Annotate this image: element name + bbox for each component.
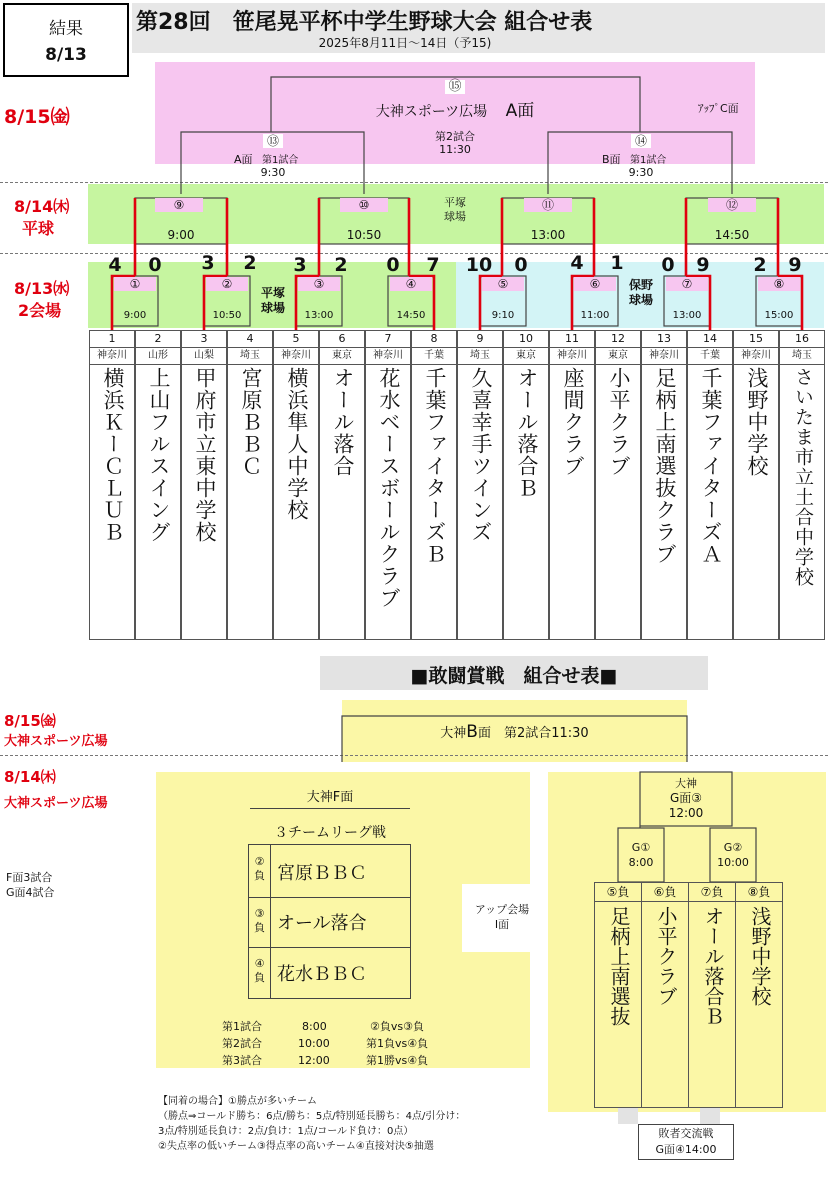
g1-line-2: 8:00: [628, 856, 654, 869]
r1-time-1: 9:00: [123, 310, 147, 321]
g-team-name: オール落合Ｂ: [701, 906, 725, 1026]
team-pref: 東京: [596, 348, 640, 365]
team-pref: 神奈川: [734, 348, 778, 365]
score-1-right: 0: [148, 254, 162, 276]
team-pref: 東京: [320, 348, 364, 365]
r1-time-2: 10:50: [212, 310, 242, 321]
g-team-col-2: [641, 882, 689, 1108]
qf2-mark: ⑩: [340, 198, 388, 212]
g-team-col-4: [735, 882, 783, 1108]
score-6-left: 4: [570, 252, 584, 274]
cons-venue-815: 大神スポーツ広場: [4, 734, 108, 749]
cons-date-815: 8/15㈮: [4, 712, 56, 730]
score-5-right: 0: [514, 254, 528, 276]
g-final-line-3: 12:00: [668, 806, 704, 820]
score-5-left: 10: [465, 254, 493, 276]
final-warmup: ｱｯﾌﾟC面: [698, 102, 739, 115]
team-pref: 埼玉: [780, 348, 824, 365]
team-pref: 山梨: [182, 348, 226, 365]
tiebreak-line-2: （勝点⇒コールド勝ち：6点/勝ち：5点/特別延長勝ち：4点/引分け：: [158, 1111, 466, 1122]
league-tag: 負: [254, 971, 265, 984]
team-num: 12: [596, 331, 640, 348]
team-pref: 千葉: [688, 348, 732, 365]
team-pref: 神奈川: [90, 348, 134, 365]
league-mark: ③: [254, 907, 265, 920]
team-num: 11: [550, 331, 594, 348]
score-3-left: 3: [293, 254, 307, 276]
r1-time-4: 14:50: [396, 310, 426, 321]
schedule-time: 8:00: [302, 1020, 327, 1033]
schedule-game: 第3試合: [222, 1054, 262, 1067]
semi1-time: 9:30: [260, 166, 286, 179]
r1-mark-6: ⑥: [574, 277, 616, 291]
g-team-head: ⑧負: [736, 883, 782, 902]
league-title: ３チームリーグ戦: [274, 825, 386, 841]
schedule-game: 第2試合: [222, 1037, 262, 1050]
g-final-line-2: G面③: [669, 791, 703, 805]
r1-time-5: 9:10: [491, 310, 515, 321]
cons-final-court: B: [466, 722, 478, 742]
league-team: 宮原ＢＢＣ: [277, 863, 367, 884]
score-7-left: 0: [661, 254, 675, 276]
team-name: 足柄上南選抜クラブ: [653, 367, 677, 565]
r1-time-7: 13:00: [672, 310, 702, 321]
g-team-name: 浅野中学校: [748, 906, 772, 1006]
r1-mark-4: ④: [390, 277, 432, 291]
team-name: 千葉ファイターズＡ: [699, 367, 723, 565]
team-num: 13: [642, 331, 686, 348]
r1-mark-8: ⑧: [758, 277, 800, 291]
page-title: 第28回 笹尾晃平杯中学生野球大会 組合せ表: [136, 10, 593, 35]
r1-mark-3: ③: [298, 277, 340, 291]
loser-stub-right: [700, 1108, 720, 1124]
score-4-left: 0: [386, 254, 400, 276]
g-team-head: ⑤負: [595, 883, 641, 902]
team-name: 小平クラブ: [607, 367, 631, 477]
g-team-head: ⑦負: [689, 883, 735, 902]
qf3-mark: ⑪: [524, 198, 572, 212]
loser-match-box: [638, 1124, 734, 1160]
semi2-game: 第1試合: [630, 155, 667, 166]
schedule-match: 第1勝vs④負: [366, 1054, 429, 1067]
team-name: さいたま市立土合中学校: [792, 367, 814, 587]
team-num: 9: [458, 331, 502, 348]
r1-mark-1: ①: [114, 277, 156, 291]
team-pref: 千葉: [412, 348, 456, 365]
semi1-court: A面: [234, 153, 253, 166]
warmup-line-1: アップ会場: [474, 903, 530, 916]
venue-hiratsuka-1: 平塚: [260, 286, 285, 300]
team-name: 久喜幸手ツインズ: [469, 367, 493, 543]
qf3-time: 13:00: [530, 228, 566, 242]
semi1-mark: ⑬: [263, 134, 283, 148]
score-8-right: 9: [788, 254, 802, 276]
warmup-line-2: I面: [494, 918, 510, 931]
team-name: 千葉ファイターズＢ: [423, 367, 447, 565]
league-tag: 負: [254, 921, 265, 934]
team-num: 15: [734, 331, 778, 348]
r1-mark-7: ⑦: [666, 277, 708, 291]
g2-label: [710, 840, 756, 870]
team-pref: 神奈川: [550, 348, 594, 365]
venue-813: 2会場: [18, 301, 62, 320]
team-name: オール落合Ｂ: [515, 367, 539, 499]
team-pref: 山形: [136, 348, 180, 365]
team-num: 14: [688, 331, 732, 348]
score-7-right: 9: [696, 254, 710, 276]
score-2-right: 2: [243, 252, 257, 274]
r1-mark-2: ②: [206, 277, 248, 291]
g-team-col-3: [688, 882, 736, 1108]
qf1-mark: ⑨: [155, 198, 203, 212]
semi2-court: B面: [602, 153, 621, 166]
team-pref: 埼玉: [228, 348, 272, 365]
final-game: 第2試合: [435, 130, 475, 143]
team-name: 上山フルスイング: [147, 367, 171, 543]
cons-side-note-1: F面3試合: [6, 871, 53, 884]
team-num: 3: [182, 331, 226, 348]
league-team: 花水ＢＢＣ: [277, 964, 367, 985]
team-name: 横浜隼人中学校: [285, 367, 309, 521]
score-2-left: 3: [201, 252, 215, 274]
cons-date-814: 8/14㈭: [4, 768, 56, 786]
league-court: 大神F面: [306, 790, 354, 805]
qf4-time: 14:50: [714, 228, 750, 242]
qf1-time: 9:00: [167, 228, 195, 242]
league-team: オール落合: [277, 913, 367, 934]
semi2-time: 9:30: [628, 166, 654, 179]
r1-time-3: 13:00: [304, 310, 334, 321]
score-6-right: 1: [610, 252, 624, 274]
final-court: A面: [505, 101, 535, 121]
g-team-head: ⑥負: [642, 883, 688, 902]
cons-side-note-2: G面4試合: [6, 886, 55, 899]
g2-line-2: 10:00: [717, 856, 749, 869]
venue-hotono-2: 球場: [628, 293, 653, 307]
cons-final-line: [342, 716, 687, 762]
team-num: 16: [780, 331, 824, 348]
semi2-mark: ⑭: [631, 134, 651, 148]
date-813: 8/13㈬: [14, 279, 70, 298]
cons-final-pre: 大神: [440, 726, 467, 741]
day814-venue-line1: 平塚: [444, 196, 466, 209]
team-num: 2: [136, 331, 180, 348]
team-num: 4: [228, 331, 272, 348]
team-name: 横浜ＫーＣＬＵＢ: [101, 367, 125, 543]
team-num: 1: [90, 331, 134, 348]
league-mark: ④: [254, 957, 265, 970]
team-pref: 神奈川: [274, 348, 318, 365]
schedule-time: 10:00: [298, 1037, 330, 1050]
date-815: 8/15㈮: [4, 106, 70, 128]
final-mark: ⑮: [445, 80, 465, 94]
g2-line-1: G②: [723, 841, 743, 854]
final-time: 11:30: [439, 143, 471, 156]
g1-line-1: G①: [631, 841, 651, 854]
team-num: 5: [274, 331, 318, 348]
tiebreak-line-3: 3点/特別延長負け：2点/負け：1点/コールド負け：0点）: [158, 1126, 414, 1137]
r1-time-6: 11:00: [580, 310, 610, 321]
loser-stub-left: [618, 1108, 638, 1124]
loser-match-line-1: 敗者交流戦: [658, 1127, 714, 1140]
g1-label: [618, 840, 664, 870]
tiebreak-line-1: 【同着の場合】①勝点が多いチーム: [158, 1096, 317, 1107]
score-3-right: 2: [334, 254, 348, 276]
league-tag: 負: [254, 869, 265, 882]
tiebreak-note: [158, 1094, 598, 1154]
schedule-game: 第1試合: [222, 1020, 262, 1033]
date-814: 8/14㈭: [14, 197, 70, 216]
tiebreak-line-4: ②失点率の低いチーム③得点率の高いチーム④直接対決⑤抽選: [158, 1141, 434, 1152]
team-name: 浅野中学校: [745, 367, 769, 477]
team-pref: 埼玉: [458, 348, 502, 365]
team-num: 6: [320, 331, 364, 348]
g-final-label: [640, 776, 732, 821]
team-num: 7: [366, 331, 410, 348]
team-name: 座間クラブ: [561, 367, 585, 477]
final-venue: 大神スポーツ広場: [375, 104, 488, 120]
g-team-name: 小平クラブ: [654, 906, 678, 1006]
venue-hiratsuka-2: 球場: [260, 301, 285, 315]
loser-match-line-2: G面④14:00: [655, 1143, 717, 1156]
consolation-title: ■敢闘賞戦 組合せ表■: [410, 665, 618, 687]
team-num: 10: [504, 331, 548, 348]
cons-final-post: 面 第2試合11:30: [477, 726, 589, 741]
semi1-game: 第1試合: [262, 155, 299, 166]
venue-hotono-1: 保野: [628, 278, 653, 292]
schedule-match: ②負vs③負: [370, 1020, 424, 1033]
g-team-name: 足柄上南選抜: [607, 906, 631, 1026]
result-date: 8/13: [45, 45, 87, 65]
date-range: 2025年8月11日～14日（予15): [318, 36, 492, 50]
score-8-left: 2: [753, 254, 767, 276]
schedule-match: 第1負vs④負: [366, 1037, 429, 1050]
league-mark: ②: [254, 855, 265, 868]
venue-814: 平球: [22, 219, 55, 238]
qf2-time: 10:50: [346, 228, 382, 242]
score-1-left: 4: [108, 254, 122, 276]
day814-venue-line2: 球場: [444, 210, 466, 223]
g-final-line-1: 大神: [675, 777, 697, 790]
team-name: 花水ベースボールクラブ: [377, 367, 401, 609]
team-name: オール落合: [331, 367, 355, 477]
team-pref: 神奈川: [366, 348, 410, 365]
team-name: 甲府市立東中学校: [193, 367, 217, 543]
r1-time-8: 15:00: [764, 310, 794, 321]
schedule-time: 12:00: [298, 1054, 330, 1067]
qf4-mark: ⑫: [708, 198, 756, 212]
team-name: 宮原ＢＢＣ: [239, 367, 263, 477]
score-4-right: 7: [426, 254, 440, 276]
cons-venue-814: 大神スポーツ広場: [4, 796, 108, 811]
team-pref: 神奈川: [642, 348, 686, 365]
team-num: 8: [412, 331, 456, 348]
g-team-col-1: [594, 882, 642, 1108]
result-label: 結果: [49, 19, 83, 39]
r1-mark-5: ⑤: [482, 277, 524, 291]
team-pref: 東京: [504, 348, 548, 365]
